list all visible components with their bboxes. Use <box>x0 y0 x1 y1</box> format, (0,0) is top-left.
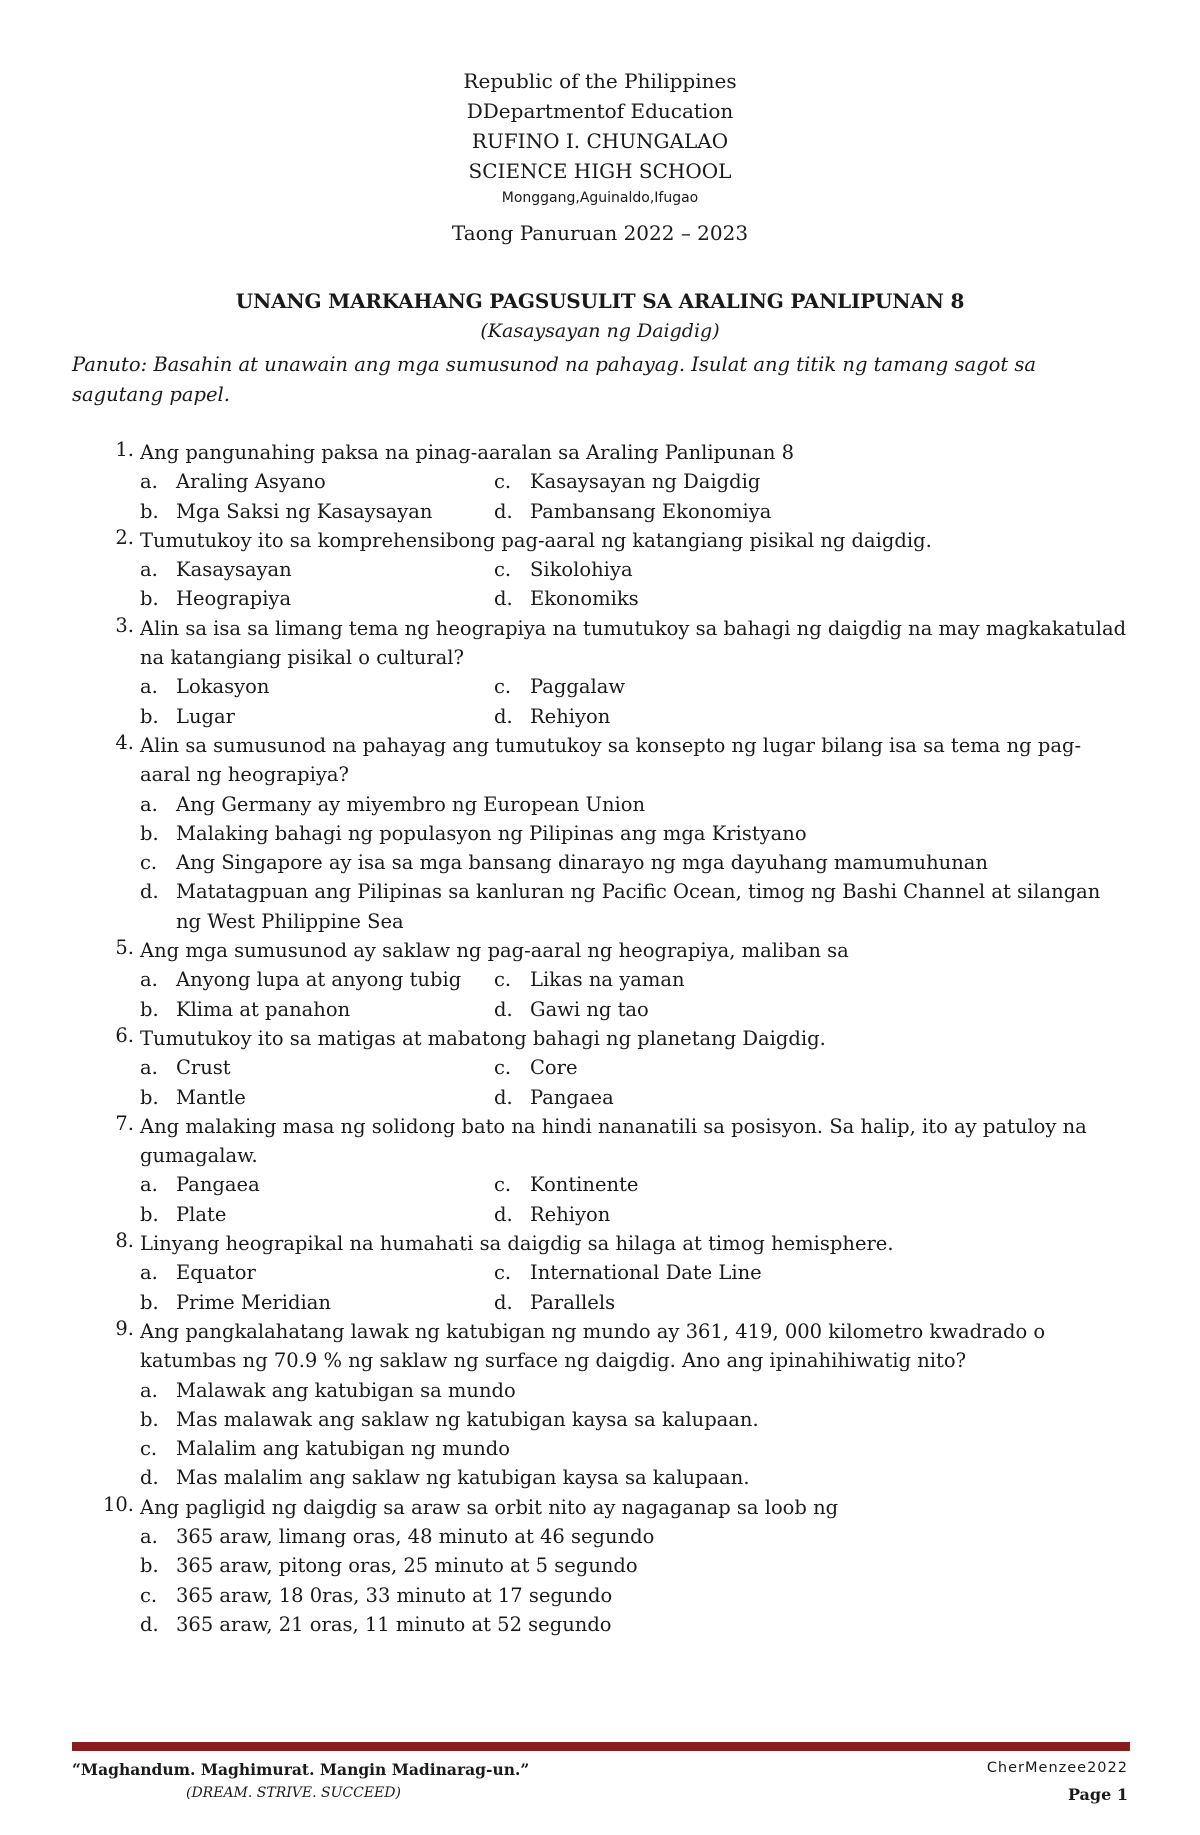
answer-option <box>140 1405 1130 1434</box>
question-text: Tumutukoy ito sa matigas at mabatong bahagi ng planetang Daigdig. <box>140 1026 826 1050</box>
answer-option <box>494 584 1130 613</box>
option-text: Core <box>530 1056 578 1080</box>
option-text: Pangaea <box>530 1085 614 1109</box>
option-text: Mantle <box>176 1085 246 1109</box>
question-item <box>100 526 1130 614</box>
option-letter: d. <box>140 880 159 904</box>
question-text: Alin sa isa sa limang tema ng heograpiya na tumutukoy sa bahagi ng daigdig na may magkakatulad na katangiang pisikal o cultural? <box>140 616 1127 670</box>
answer-option <box>494 1053 1130 1082</box>
question-number: 9. <box>115 1316 134 1340</box>
question-item <box>100 1493 1130 1639</box>
answer-option <box>140 584 494 613</box>
option-text: Gawi ng tao <box>530 997 649 1021</box>
question-number: 8. <box>115 1229 134 1253</box>
question-text: Tumutukoy ito sa komprehensibong pag-aaral ng katangiang pisikal ng daigdig. <box>140 528 932 552</box>
answer-option <box>140 702 494 731</box>
option-text: Heograpiya <box>176 587 292 611</box>
option-text: 365 araw, limang oras, 48 minuto at 46 segundo <box>176 1524 655 1548</box>
answer-options <box>140 1258 1130 1317</box>
option-text: Matatagpuan ang Pilipinas sa kanluran ng Pacific Ocean, timog ng Bashi Channel at silangan ng West Philippine Sea <box>176 880 1101 933</box>
country-line: Republic of the Philippines <box>463 69 737 93</box>
option-letter: d. <box>140 1612 159 1636</box>
option-text: Rehiyon <box>530 704 611 728</box>
question-item <box>100 1024 1130 1112</box>
option-letter: d. <box>494 499 513 523</box>
answer-option <box>140 848 1130 877</box>
option-text: Klima at panahon <box>176 997 351 1021</box>
answer-option <box>494 672 1130 701</box>
answer-option <box>140 1200 494 1229</box>
question-number: 4. <box>115 730 134 754</box>
question-item <box>100 1229 1130 1317</box>
option-text: Parallels <box>530 1290 616 1314</box>
question-number: 6. <box>115 1023 134 1047</box>
option-text: Pangaea <box>176 1173 260 1197</box>
exam-title-block <box>0 286 1200 346</box>
option-letter: a. <box>140 558 158 582</box>
question-number: 1. <box>115 438 134 461</box>
answer-option <box>140 1083 494 1112</box>
answer-option <box>140 1610 1130 1639</box>
school-name-line-2: SCIENCE HIGH SCHOOL <box>468 159 732 183</box>
answer-option <box>494 965 1130 994</box>
exam-title: UNANG MARKAHANG PAGSUSULIT SA ARALING PANLIPUNAN 8 <box>235 289 965 313</box>
option-letter: b. <box>140 997 159 1021</box>
option-text: 365 araw, 21 oras, 11 minuto at 52 segundo <box>176 1612 612 1636</box>
option-letter: a. <box>140 1524 158 1548</box>
answer-option <box>140 790 1130 819</box>
question-text: Ang malaking masa ng solidong bato na hindi nananatili sa posisyon. Sa halip, ito ay patuloy na gumagalaw. <box>140 1114 1087 1168</box>
option-text: Paggalaw <box>530 675 626 699</box>
answer-option <box>494 702 1130 731</box>
option-text: Likas na yaman <box>530 968 685 992</box>
option-letter: d. <box>494 1085 513 1109</box>
school-address: Monggang,Aguinaldo,Ifugao <box>501 190 699 206</box>
option-letter: d. <box>140 1466 159 1490</box>
option-text: Crust <box>176 1056 231 1080</box>
option-letter: c. <box>494 470 512 494</box>
option-text: Mas malawak ang saklaw ng katubigan kaysa sa kalupaan. <box>176 1407 759 1431</box>
answer-option <box>140 672 494 701</box>
option-letter: b. <box>140 1554 159 1578</box>
question-text: Linyang heograpikal na humahati sa daigdig sa hilaga at timog hemisphere. <box>140 1232 894 1256</box>
answer-option <box>140 1053 494 1082</box>
answer-options <box>140 790 1130 936</box>
option-letter: b. <box>140 587 159 611</box>
answer-options <box>140 965 1130 1024</box>
option-letter: c. <box>494 968 512 992</box>
answer-option <box>140 1463 1130 1492</box>
answer-option <box>140 1170 494 1199</box>
question-item <box>100 614 1130 731</box>
answer-option <box>140 819 1130 848</box>
option-text: Kasaysayan ng Daigdig <box>530 470 761 494</box>
answer-options <box>140 555 1130 614</box>
option-letter: a. <box>140 968 158 992</box>
question-number: 5. <box>115 936 134 960</box>
option-letter: c. <box>140 851 158 875</box>
exam-directions: Panuto: Basahin at unawain ang mga sumusunod na pahayag. Isulat ang titik ng tamang sagot sa sagutang papel. <box>72 353 1036 406</box>
option-letter: b. <box>140 1407 159 1431</box>
question-item <box>100 731 1130 936</box>
option-letter: c. <box>494 1261 512 1285</box>
option-letter: a. <box>140 675 158 699</box>
option-text: Mga Saksi ng Kasaysayan <box>176 499 433 523</box>
option-text: Malaking bahagi ng populasyon ng Pilipinas ang mga Kristyano <box>176 821 807 845</box>
answer-option <box>494 555 1130 584</box>
document-header <box>0 66 1200 248</box>
option-text: Malalim ang katubigan ng mundo <box>176 1437 510 1461</box>
motto-translation: (DREAM. STRIVE. SUCCEED) <box>186 1785 401 1801</box>
answer-option <box>494 1083 1130 1112</box>
option-letter: b. <box>140 1290 159 1314</box>
answer-options <box>140 672 1130 731</box>
option-text: Pambansang Ekonomiya <box>530 499 772 523</box>
answer-option <box>494 467 1130 496</box>
answer-option <box>494 995 1130 1024</box>
answer-option <box>140 1376 1130 1405</box>
question-number: 3. <box>115 613 134 637</box>
option-letter: a. <box>140 470 158 494</box>
option-letter: c. <box>494 558 512 582</box>
answer-option <box>494 1288 1130 1317</box>
answer-options <box>140 1522 1130 1639</box>
answer-options <box>140 467 1130 526</box>
answer-option <box>494 497 1130 526</box>
question-number: 10. <box>102 1492 134 1516</box>
answer-option <box>140 877 1130 936</box>
school-year: Taong Panuruan 2022 – 2023 <box>451 221 749 245</box>
option-letter: c. <box>494 1173 512 1197</box>
question-item <box>100 438 1130 526</box>
answer-option <box>140 1522 1130 1551</box>
option-text: Ang Germany ay miyembro ng European Union <box>176 792 646 816</box>
option-text: Kasaysayan <box>176 558 292 582</box>
option-text: Sikolohiya <box>530 558 633 582</box>
answer-option <box>140 467 494 496</box>
answer-option <box>140 1551 1130 1580</box>
option-text: International Date Line <box>530 1261 762 1285</box>
answer-option <box>140 995 494 1024</box>
question-item <box>100 936 1130 1024</box>
school-name-line-1: RUFINO I. CHUNGALAO <box>471 129 729 153</box>
exam-subtitle: (Kasaysayan ng Daigdig) <box>480 320 720 342</box>
option-letter: b. <box>140 704 159 728</box>
question-text: Ang mga sumusunod ay saklaw ng pag-aaral ng heograpiya, maliban sa <box>140 939 849 963</box>
option-letter: a. <box>140 1056 158 1080</box>
answer-option <box>140 1288 494 1317</box>
option-text: Plate <box>176 1202 227 1226</box>
question-item <box>100 1112 1130 1229</box>
question-text: Ang pangkalahatang lawak ng katubigan ng mundo ay 361, 419, 000 kilometro kwadrado o katumbas ng 70.9 % ng saklaw ng surface ng daigdig. Ano ang ipinahihiwatig nito? <box>140 1319 1046 1373</box>
option-letter: a. <box>140 792 158 816</box>
option-text: Equator <box>176 1261 256 1285</box>
answer-option <box>140 1581 1130 1610</box>
option-letter: d. <box>494 997 513 1021</box>
option-text: Kontinente <box>530 1173 639 1197</box>
question-text: Ang pagligid ng daigdig sa araw sa orbit nito ay nagaganap sa loob ng <box>140 1495 839 1519</box>
option-letter: a. <box>140 1173 158 1197</box>
author-credit: CherMenzee2022 <box>986 1760 1128 1776</box>
answer-option <box>494 1200 1130 1229</box>
answer-options <box>140 1170 1130 1229</box>
answer-option <box>140 555 494 584</box>
option-letter: c. <box>494 1056 512 1080</box>
option-letter: c. <box>140 1437 158 1461</box>
answer-option <box>140 497 494 526</box>
option-text: 365 araw, pitong oras, 25 minuto at 5 segundo <box>176 1554 638 1578</box>
option-text: Anyong lupa at anyong tubig <box>176 968 462 992</box>
option-letter: c. <box>140 1583 158 1607</box>
option-letter: b. <box>140 1085 159 1109</box>
question-list <box>100 438 1130 1639</box>
question-text: Alin sa sumusunod na pahayag ang tumutukoy sa konsepto ng lugar bilang isa sa tema ng pag-aaral ng heograpiya? <box>140 733 1082 787</box>
school-motto: “Maghandum. Maghimurat. Mangin Madinarag-un.” <box>72 1760 530 1779</box>
option-text: Lokasyon <box>176 675 270 699</box>
answer-option <box>140 1258 494 1287</box>
option-letter: a. <box>140 1378 158 1402</box>
option-letter: d. <box>494 587 513 611</box>
option-letter: d. <box>494 1290 513 1314</box>
option-letter: b. <box>140 821 159 845</box>
answer-option <box>140 965 494 994</box>
option-text: 365 araw, 18 0ras, 33 minuto at 17 segundo <box>176 1583 613 1607</box>
option-letter: a. <box>140 1261 158 1285</box>
option-letter: d. <box>494 1202 513 1226</box>
option-text: Ekonomiks <box>530 587 639 611</box>
option-letter: c. <box>494 675 512 699</box>
footer-divider <box>72 1742 1130 1751</box>
option-text: Araling Asyano <box>176 470 326 494</box>
option-letter: b. <box>140 1202 159 1226</box>
option-text: Lugar <box>176 704 235 728</box>
answer-option <box>494 1170 1130 1199</box>
department-line: DDepartmentof Education <box>466 99 734 123</box>
answer-option <box>494 1258 1130 1287</box>
option-letter: b. <box>140 499 159 523</box>
question-item <box>100 1317 1130 1493</box>
question-number: 7. <box>115 1111 134 1135</box>
answer-options <box>140 1376 1130 1493</box>
option-text: Mas malalim ang saklaw ng katubigan kaysa sa kalupaan. <box>176 1466 750 1490</box>
answer-option <box>140 1434 1130 1463</box>
answer-options <box>140 1053 1130 1112</box>
option-letter: d. <box>494 704 513 728</box>
option-text: Malawak ang katubigan sa mundo <box>176 1378 516 1402</box>
question-text: Ang pangunahing paksa na pinag-aaralan sa Araling Panlipunan 8 <box>140 441 795 464</box>
option-text: Rehiyon <box>530 1202 611 1226</box>
question-number: 2. <box>115 525 134 549</box>
page-number: Page 1 <box>1067 1785 1128 1804</box>
option-text: Ang Singapore ay isa sa mga bansang dinarayo ng mga dayuhang mamumuhunan <box>176 851 988 875</box>
option-text: Prime Meridian <box>176 1290 331 1314</box>
